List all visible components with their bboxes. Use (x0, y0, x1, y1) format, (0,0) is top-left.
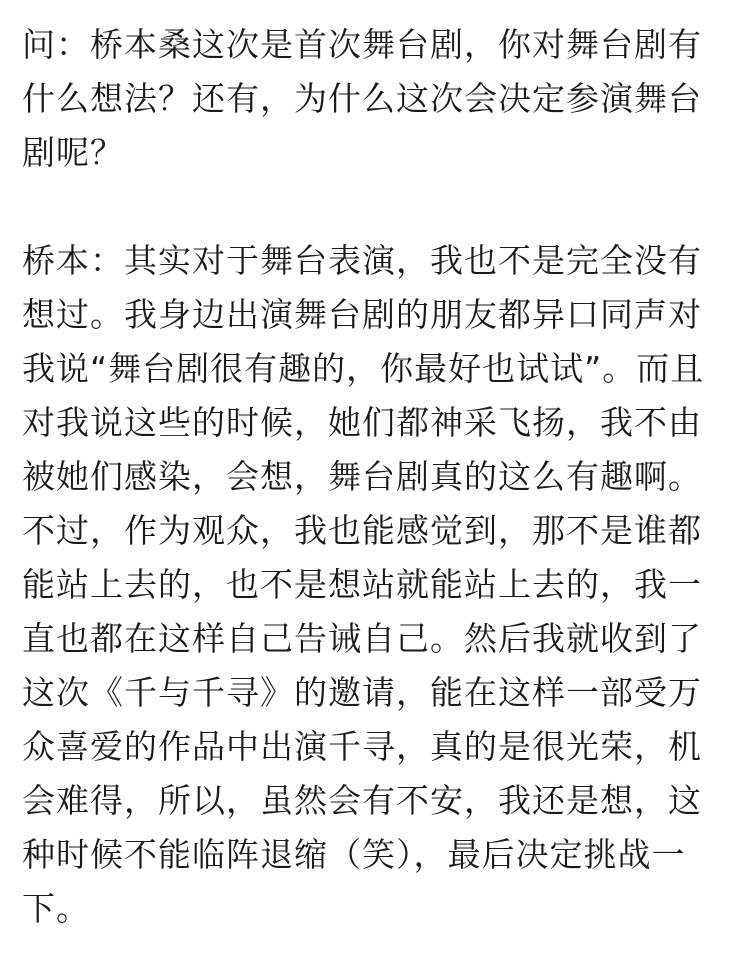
answer-line: 众喜爱的作品中出演千寻，真的是很光荣，机 (22, 727, 702, 766)
question-line: 剧呢？ (22, 133, 124, 172)
answer-paragraph (22, 234, 734, 936)
answer-line: 我说“舞台剧很有趣的，你最好也试试”。而且 (22, 349, 705, 388)
answer-line: 能站上去的，也不是想站就能站上去的，我一 (22, 565, 702, 604)
article-body (22, 0, 734, 936)
answer-line: 想过。我身边出演舞台剧的朋友都异口同声对 (22, 295, 702, 334)
question-line: 什么想法？还有，为什么这次会决定参演舞台 (22, 79, 702, 118)
question-paragraph (22, 18, 734, 180)
answer-line: 被她们感染，会想，舞台剧真的这么有趣啊。 (22, 457, 702, 496)
answer-line: 这次《千与千寻》的邀请，能在这样一部受万 (22, 673, 702, 712)
answer-line: 下。 (22, 889, 90, 928)
answer-line: 不过，作为观众，我也能感觉到，那不是谁都 (22, 511, 702, 550)
paragraph-spacer (22, 180, 734, 234)
answer-line: 会难得，所以，虽然会有不安，我还是想，这 (22, 781, 702, 820)
answer-line: 对我说这些的时候，她们都神采飞扬，我不由 (22, 403, 702, 442)
answer-line: 种时候不能临阵退缩（笑），最后决定挑战一 (22, 835, 686, 874)
answer-line: 直也都在这样自己告诫自己。然后我就收到了 (22, 619, 702, 658)
answer-line: 桥本：其实对于舞台表演，我也不是完全没有 (22, 241, 702, 280)
question-line: 问：桥本桑这次是首次舞台剧，你对舞台剧有 (22, 25, 702, 64)
